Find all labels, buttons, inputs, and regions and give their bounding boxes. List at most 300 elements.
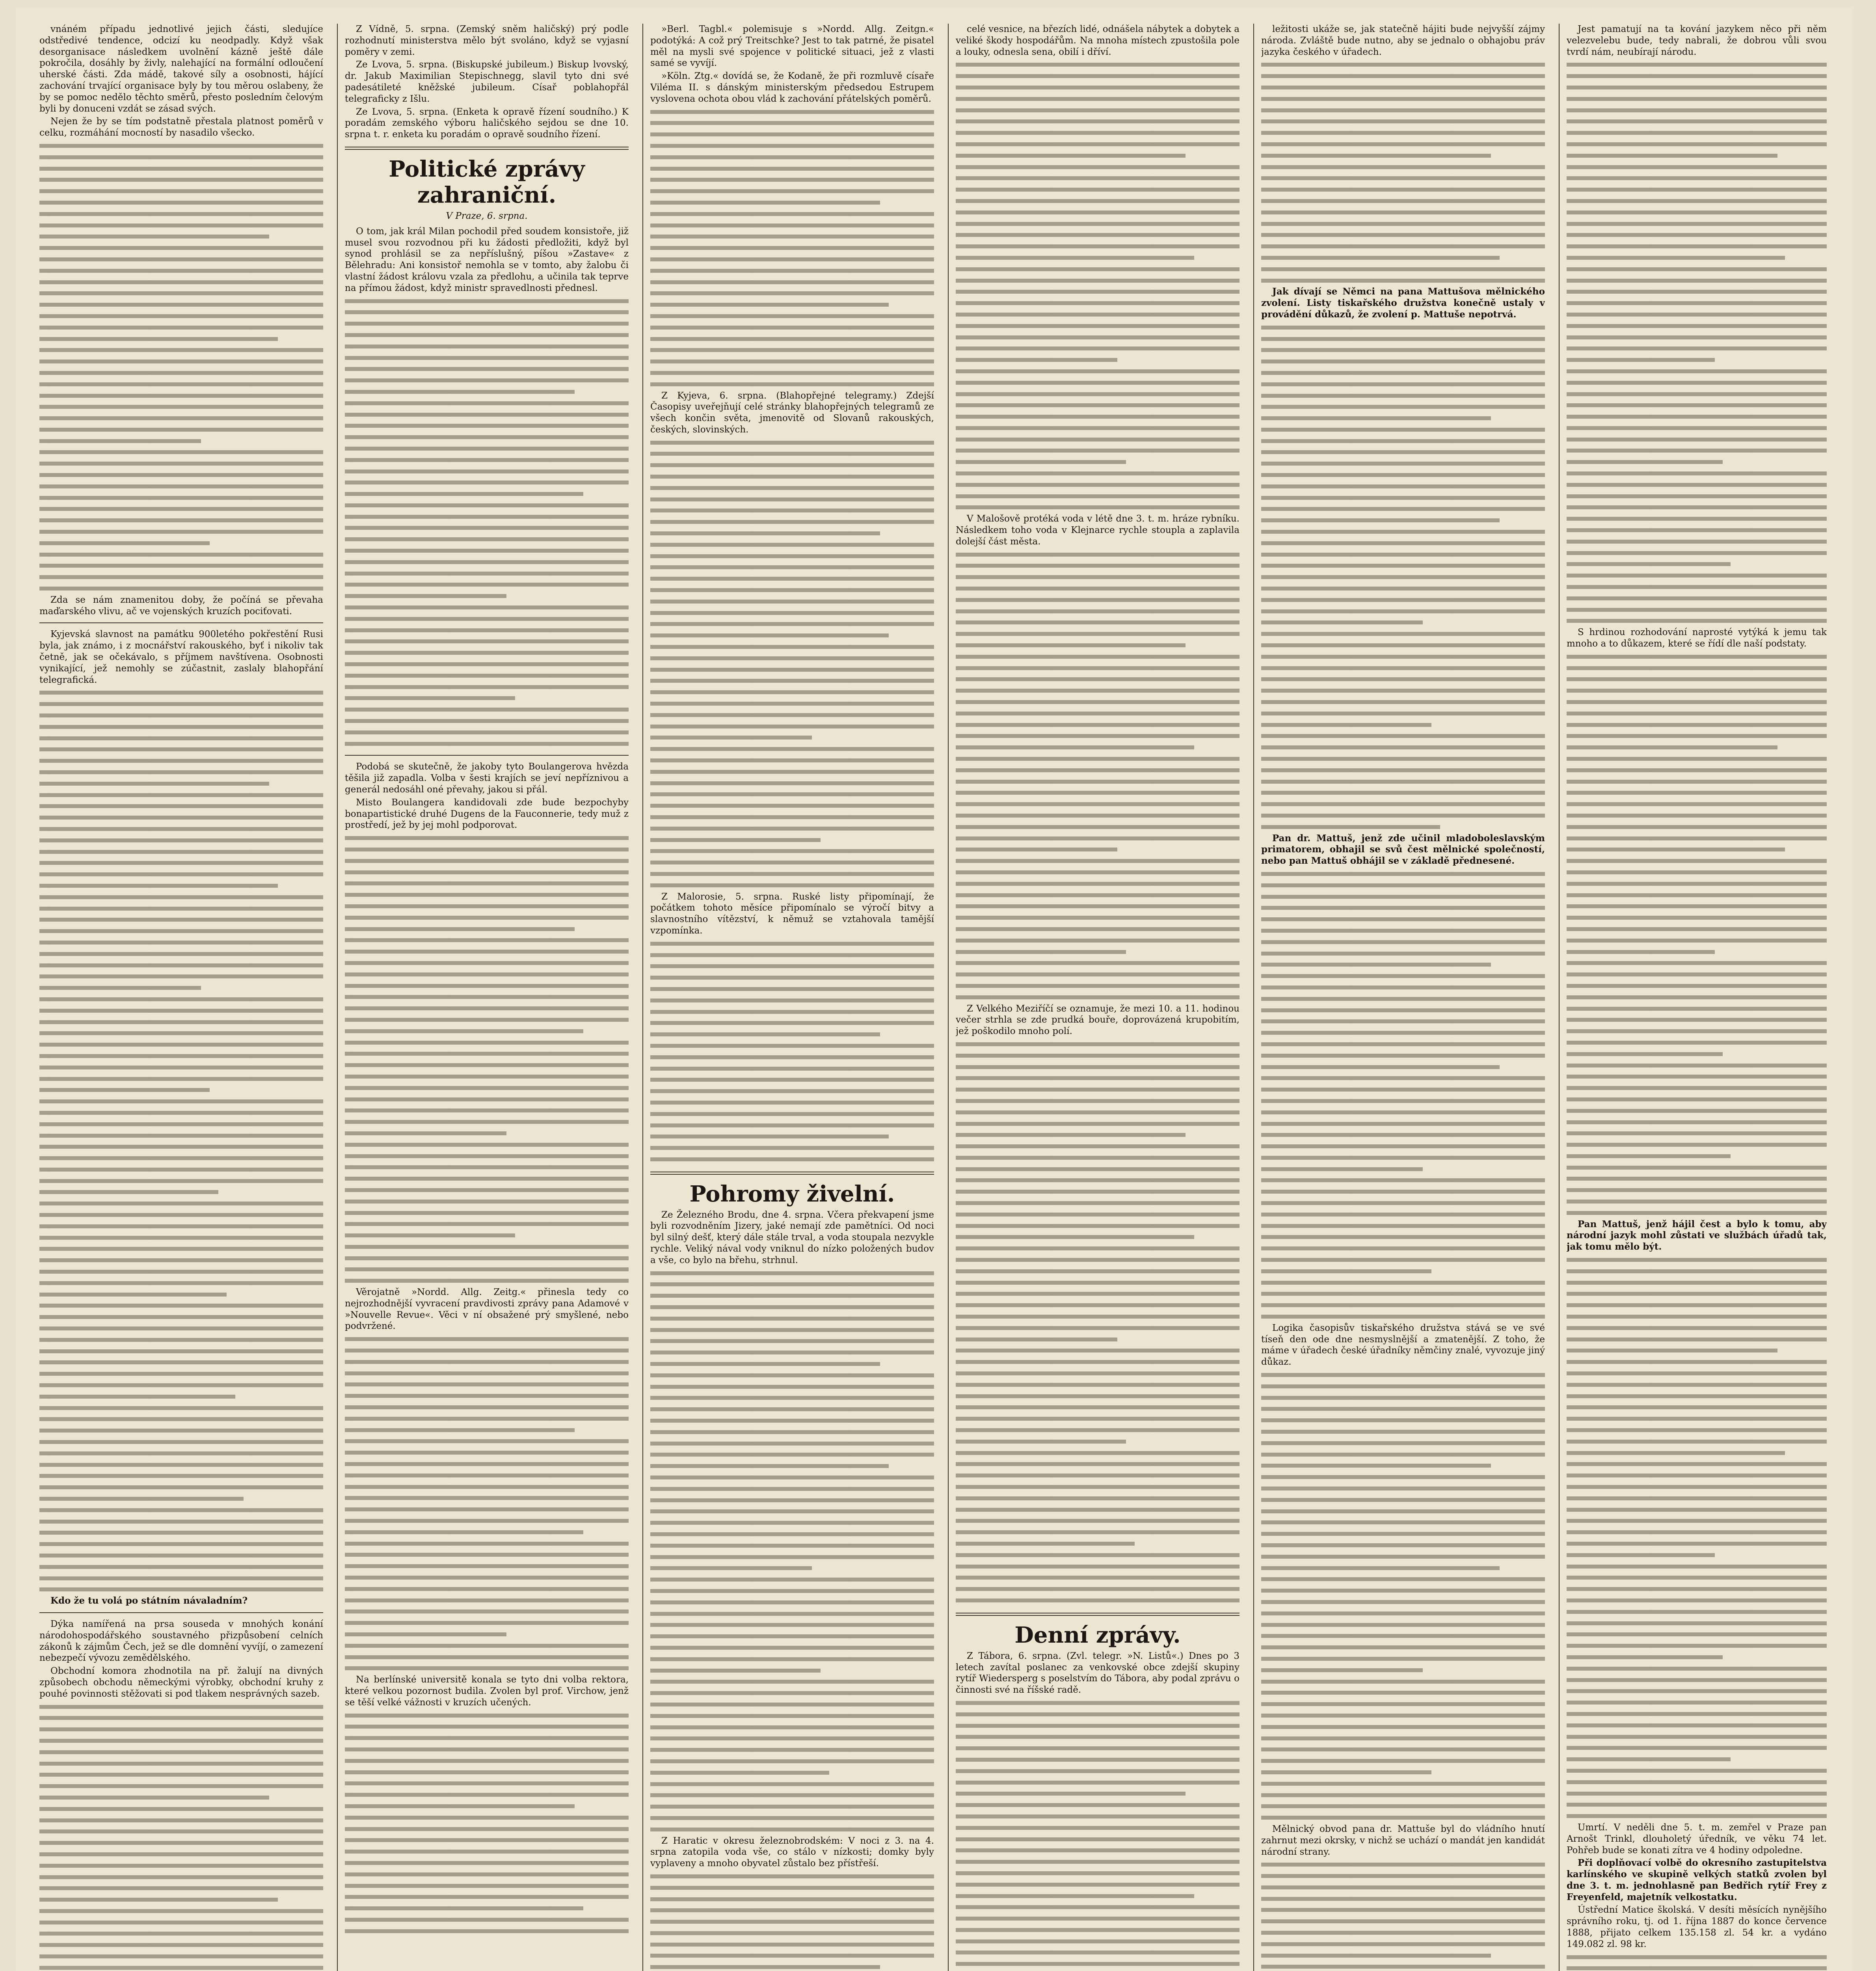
text-line bbox=[1567, 615, 1827, 627]
text-line bbox=[39, 1928, 323, 1939]
text-line bbox=[39, 1849, 323, 1860]
text-line bbox=[650, 710, 934, 721]
text-line bbox=[1567, 162, 1827, 173]
text-line bbox=[1261, 776, 1545, 788]
text-line bbox=[345, 1663, 629, 1674]
section-headline: Politické zprávy zahraniční. bbox=[389, 156, 585, 208]
text-line bbox=[1261, 105, 1545, 116]
text-line bbox=[39, 960, 323, 971]
text-line bbox=[1261, 1392, 1545, 1404]
article-paragraph: Pan Mattuš, jenž hájil čest a bylo k tomu, aby národní jazyk mohl zůstati ve službách úřadů tak, jak tomu mělo být. bbox=[1567, 1218, 1827, 1252]
text-line bbox=[39, 1198, 323, 1209]
text-line bbox=[956, 822, 1240, 833]
text-line bbox=[1567, 730, 1827, 742]
text-line bbox=[650, 972, 934, 984]
article-paragraph: Dýka namířená na prsa souseda v mnohých konání národohospodářského soustavného přizpůsobení celních zákonů k zájmům Čech, jež se dle domnění vyvíjí, o zamezení nebezpečí vývozu zemědělského. bbox=[39, 1619, 323, 1664]
text-line bbox=[39, 174, 323, 186]
text-line bbox=[650, 984, 934, 995]
text-line bbox=[345, 647, 629, 659]
column-1 bbox=[39, 24, 323, 1971]
text-line bbox=[39, 1130, 323, 1142]
text-line bbox=[1261, 322, 1545, 333]
text-line bbox=[1261, 71, 1545, 82]
text-line bbox=[956, 1164, 1240, 1175]
text-line bbox=[650, 857, 934, 868]
text-line bbox=[345, 500, 629, 511]
text-line bbox=[1567, 434, 1827, 445]
text-line bbox=[39, 1096, 323, 1107]
text-line bbox=[39, 560, 323, 572]
column-rule bbox=[337, 24, 338, 1971]
article-divider bbox=[345, 755, 629, 756]
text-line bbox=[650, 607, 934, 619]
body-text-block bbox=[39, 1701, 323, 1971]
text-line bbox=[345, 1824, 629, 1835]
text-line bbox=[956, 1561, 1240, 1572]
text-line bbox=[650, 1813, 934, 1824]
text-line bbox=[1261, 1812, 1545, 1824]
text-line bbox=[39, 767, 323, 778]
text-line bbox=[1261, 1630, 1545, 1642]
section-divider bbox=[956, 1613, 1240, 1616]
text-line bbox=[956, 1459, 1240, 1470]
text-line bbox=[650, 460, 934, 471]
text-line bbox=[956, 606, 1240, 617]
text-line bbox=[1261, 640, 1545, 651]
article-paragraph: Při doplňovací volbě do okresního zastupitelstva karlínského ve skupině velkých statků zvolen byl dne 3. t. m. jednohlasně pan Bedřich rytíř Frey z Freyenfeld, majetník velkostatku. bbox=[1567, 1857, 1827, 1902]
text-line bbox=[1567, 1356, 1827, 1368]
body-text-block bbox=[1261, 868, 1545, 1323]
text-line bbox=[1261, 1381, 1545, 1392]
text-line bbox=[39, 242, 323, 254]
text-line bbox=[956, 901, 1240, 912]
text-line bbox=[1567, 1334, 1827, 1345]
text-line bbox=[345, 727, 629, 738]
text-line bbox=[39, 1005, 323, 1017]
column-5 bbox=[1261, 24, 1545, 1971]
text-line bbox=[1261, 1426, 1545, 1438]
text-line bbox=[1261, 1585, 1545, 1597]
text-line bbox=[956, 1277, 1240, 1289]
text-line bbox=[39, 1781, 323, 1792]
text-line bbox=[1261, 1016, 1545, 1027]
text-line bbox=[345, 1207, 629, 1219]
text-line bbox=[650, 516, 934, 528]
text-line bbox=[1261, 651, 1545, 663]
text-line bbox=[956, 935, 1240, 946]
text-line bbox=[956, 1175, 1240, 1186]
text-line bbox=[1261, 390, 1545, 402]
text-line bbox=[650, 1461, 889, 1472]
text-line bbox=[1567, 229, 1827, 241]
text-line bbox=[1261, 526, 1545, 538]
text-line bbox=[650, 585, 934, 596]
text-line bbox=[345, 1379, 629, 1390]
text-line bbox=[650, 573, 934, 585]
text-line bbox=[1567, 765, 1827, 776]
text-line bbox=[345, 1710, 629, 1721]
text-line bbox=[39, 140, 323, 152]
article-paragraph: V Malošově protéká voda v létě dne 3. t. m. hráze rybníku. Následkem toho voda v Klejnarce rychle stoupla a zaplavila dolejší část města. bbox=[956, 514, 1240, 547]
text-line bbox=[650, 1290, 934, 1302]
text-line bbox=[345, 534, 629, 545]
text-line bbox=[345, 912, 629, 924]
text-line bbox=[1567, 1697, 1827, 1708]
text-line bbox=[345, 901, 629, 912]
text-line bbox=[39, 379, 323, 390]
text-line bbox=[1261, 1608, 1545, 1619]
text-line bbox=[39, 356, 323, 367]
text-line bbox=[956, 1311, 1240, 1323]
text-line bbox=[1567, 445, 1827, 456]
text-line bbox=[345, 1026, 583, 1037]
text-line bbox=[1567, 1504, 1827, 1516]
text-line bbox=[650, 186, 934, 197]
text-line bbox=[1261, 583, 1545, 594]
text-line bbox=[1261, 1721, 1545, 1733]
text-line bbox=[345, 1755, 629, 1767]
text-line bbox=[345, 1003, 629, 1014]
text-line bbox=[956, 389, 1240, 400]
text-line bbox=[345, 557, 629, 568]
text-line bbox=[956, 218, 1240, 230]
text-line bbox=[956, 594, 1240, 606]
text-line bbox=[39, 801, 323, 812]
text-line bbox=[1567, 1436, 1827, 1448]
text-line bbox=[1567, 150, 1777, 162]
text-line bbox=[345, 613, 629, 625]
text-line bbox=[345, 1116, 629, 1128]
text-line bbox=[956, 1095, 1240, 1107]
text-line bbox=[650, 1722, 934, 1733]
text-line bbox=[345, 1744, 629, 1755]
text-line bbox=[39, 1062, 323, 1073]
text-line bbox=[1261, 925, 1545, 937]
text-line bbox=[1567, 1254, 1827, 1266]
text-line bbox=[1261, 458, 1545, 469]
text-line bbox=[650, 152, 934, 163]
article-divider bbox=[39, 1612, 323, 1613]
text-line bbox=[650, 1631, 934, 1642]
text-line bbox=[1567, 468, 1827, 479]
body-text-block bbox=[650, 938, 934, 1165]
text-line bbox=[39, 1459, 323, 1471]
text-line bbox=[345, 1903, 583, 1914]
text-line bbox=[1567, 810, 1827, 822]
text-line bbox=[39, 1391, 235, 1403]
article-paragraph: Ze Lvova, 5. srpna. (Enketa k opravě řízení soudního.) K poradám zemského výboru haličského sejdou se dne 10. srpna t. r. enketa ku poradám o opravě soudního řízení. bbox=[345, 106, 629, 140]
text-line bbox=[1261, 333, 1545, 345]
text-line bbox=[345, 1880, 629, 1892]
column-rule bbox=[1559, 24, 1560, 1971]
text-line bbox=[1261, 971, 1545, 982]
text-line bbox=[39, 857, 323, 869]
article-paragraph: Misto Boulangera kandidovali zde bude bezpochyby bonapartistické druhé Dugens de la Fauconnerie, tedy muž z prostředí, jež by jej mohl podporovat. bbox=[345, 797, 629, 831]
text-line bbox=[956, 184, 1240, 196]
text-line bbox=[1261, 1095, 1545, 1107]
text-line bbox=[345, 1048, 629, 1060]
text-line bbox=[650, 562, 934, 573]
text-line bbox=[1261, 1415, 1545, 1426]
text-line bbox=[1261, 1517, 1545, 1528]
text-line bbox=[650, 505, 934, 516]
text-line bbox=[39, 1368, 323, 1380]
text-line bbox=[1261, 799, 1545, 810]
article-paragraph: S hrdinou rozhodování naprosté vytýká k jemu tak mnoho a to důkazem, které se řídí dle naší podstaty. bbox=[1567, 627, 1827, 649]
text-line bbox=[956, 1266, 1240, 1277]
text-line bbox=[956, 1481, 1240, 1493]
text-line bbox=[39, 778, 269, 790]
text-line bbox=[1567, 491, 1827, 502]
text-line bbox=[39, 1539, 323, 1550]
text-line bbox=[39, 880, 278, 892]
text-line bbox=[650, 140, 934, 152]
text-line bbox=[956, 1334, 1117, 1345]
article-paragraph: Věrojatně »Nordd. Allg. Zeitg.« přinesla tedy co nejrozhodnější vyvracení pravdivosti zprávy pana Adamové v »Nouvelle Revue«. Věci v ní obsažené prý smyšlené, nebo podvržené. bbox=[345, 1287, 629, 1332]
text-line bbox=[956, 59, 1240, 71]
text-line bbox=[39, 1334, 323, 1346]
text-line bbox=[39, 1883, 323, 1894]
text-line bbox=[345, 1914, 629, 1926]
text-line bbox=[1567, 1037, 1827, 1049]
text-line bbox=[1567, 992, 1827, 1003]
text-line bbox=[1567, 1788, 1827, 1800]
text-line bbox=[956, 1152, 1240, 1164]
text-line bbox=[956, 1288, 1240, 1300]
text-line bbox=[956, 1402, 1240, 1413]
body-text-block bbox=[39, 140, 323, 594]
text-line bbox=[345, 1926, 629, 1937]
text-line bbox=[956, 456, 1126, 468]
text-line bbox=[650, 483, 934, 494]
text-line bbox=[345, 1538, 629, 1550]
text-line bbox=[1567, 924, 1827, 935]
text-line bbox=[1567, 196, 1827, 207]
text-line bbox=[1261, 993, 1545, 1005]
text-line bbox=[39, 1815, 323, 1826]
text-line bbox=[650, 1120, 934, 1131]
text-line bbox=[1261, 356, 1545, 367]
text-line bbox=[650, 1529, 934, 1540]
text-line bbox=[39, 790, 323, 801]
text-line bbox=[39, 583, 323, 594]
text-line bbox=[956, 366, 1240, 377]
text-line bbox=[1261, 1288, 1545, 1300]
text-line bbox=[956, 742, 1194, 753]
text-line bbox=[39, 1894, 278, 1906]
text-line bbox=[345, 1561, 629, 1572]
text-line bbox=[1567, 343, 1827, 354]
text-line bbox=[1567, 1368, 1827, 1379]
text-line bbox=[650, 551, 934, 562]
text-line bbox=[39, 1414, 323, 1425]
text-line bbox=[1261, 241, 1545, 252]
text-line bbox=[1261, 1369, 1545, 1381]
text-line bbox=[956, 1834, 1240, 1845]
text-line bbox=[1567, 559, 1731, 570]
text-line bbox=[1261, 742, 1545, 753]
text-line bbox=[1261, 1449, 1545, 1461]
text-line bbox=[1567, 513, 1827, 525]
text-line bbox=[39, 1939, 323, 1951]
text-line bbox=[650, 1108, 934, 1120]
text-line bbox=[39, 1300, 323, 1312]
text-line bbox=[39, 390, 323, 402]
text-line bbox=[1567, 1572, 1827, 1584]
text-line bbox=[39, 1826, 323, 1837]
text-line bbox=[39, 254, 323, 265]
text-line bbox=[39, 572, 323, 583]
text-line bbox=[345, 1345, 629, 1356]
text-line bbox=[1261, 469, 1545, 481]
text-line bbox=[1567, 1391, 1827, 1402]
text-line bbox=[1567, 309, 1827, 320]
text-line bbox=[345, 1060, 629, 1071]
text-line bbox=[39, 265, 323, 277]
text-line bbox=[345, 1275, 629, 1287]
text-line bbox=[956, 1743, 1240, 1754]
text-line bbox=[1567, 1811, 1827, 1822]
text-line bbox=[1261, 1198, 1545, 1209]
text-line bbox=[956, 946, 1126, 958]
text-line bbox=[39, 1039, 323, 1051]
text-line bbox=[1261, 1927, 1545, 1939]
text-line bbox=[956, 1073, 1240, 1084]
text-line bbox=[39, 982, 201, 994]
text-line bbox=[345, 1789, 629, 1801]
text-line bbox=[956, 275, 1240, 287]
article-paragraph: Z Haratic v okresu železnobrodském: V noci z 3. na 4. srpna zatopila voda vše, co stálo v nízkosti; domky byly vyplaveny a mnoho obyvatel zůstalo bez přístřeší. bbox=[650, 1835, 934, 1869]
text-line bbox=[345, 1617, 629, 1629]
text-line bbox=[345, 568, 629, 579]
text-line bbox=[956, 1504, 1240, 1516]
text-line bbox=[956, 1107, 1240, 1118]
text-line bbox=[39, 926, 323, 937]
text-line bbox=[1567, 400, 1827, 411]
text-line bbox=[1567, 93, 1827, 105]
text-line bbox=[650, 1495, 934, 1506]
article-paragraph: Kyjevská slavnost na památku 900letého pokřestění Rusi byla, jak známo, i z mocnářství rakouského, byť i nikoliv tak četně, jak se očekávalo, s příjmem navštívena. Osobnosti vynikající, jež nemohly se zúčastnit, zaslaly blahopřání telegrafická. bbox=[39, 629, 323, 685]
text-line bbox=[956, 1720, 1240, 1732]
text-line bbox=[650, 1517, 934, 1529]
text-line bbox=[650, 1427, 934, 1438]
text-line bbox=[1261, 902, 1545, 914]
text-line bbox=[1261, 162, 1545, 173]
text-line bbox=[650, 1744, 934, 1756]
text-line bbox=[956, 799, 1240, 810]
text-line bbox=[345, 1185, 629, 1196]
text-line bbox=[956, 241, 1240, 252]
text-line bbox=[650, 1006, 934, 1018]
text-line bbox=[39, 1584, 323, 1595]
text-line bbox=[1261, 436, 1545, 447]
text-line bbox=[650, 254, 934, 265]
text-line bbox=[345, 1891, 629, 1903]
text-line bbox=[345, 991, 629, 1003]
text-line bbox=[345, 844, 629, 855]
text-line bbox=[1567, 298, 1827, 309]
text-line bbox=[345, 958, 629, 969]
text-line bbox=[39, 186, 323, 197]
article-paragraph: Na berlínské universitě konala se tyto dni volba rektora, které velkou pozornost budila. Zvolen byl prof. Virchow, jenž se těší velké vážnosti v kruzích učených. bbox=[345, 1675, 629, 1708]
text-line bbox=[39, 835, 323, 846]
text-line bbox=[956, 434, 1240, 445]
text-line bbox=[1567, 1105, 1827, 1117]
text-line bbox=[1567, 389, 1827, 400]
article-paragraph: ležitosti ukáže se, jak statečně hájiti bude nejvyšší zájmy národa. Zvláště bude nutno, aby se jednalo o obhajobu práv jazyka českého v úřadech. bbox=[1261, 24, 1545, 57]
text-line bbox=[345, 375, 629, 386]
text-line bbox=[1261, 1755, 1545, 1767]
text-line bbox=[956, 1186, 1240, 1198]
text-line bbox=[956, 1538, 1135, 1550]
text-line bbox=[650, 1688, 934, 1699]
text-line bbox=[650, 1608, 934, 1620]
body-text-block bbox=[650, 1871, 934, 1971]
text-line bbox=[1261, 127, 1545, 139]
text-line bbox=[1567, 320, 1827, 332]
text-line bbox=[345, 1105, 629, 1116]
text-line bbox=[1567, 1288, 1827, 1300]
text-line bbox=[956, 1856, 1240, 1868]
text-line bbox=[1261, 753, 1545, 765]
text-line bbox=[345, 946, 629, 958]
text-line bbox=[1567, 173, 1827, 184]
text-line bbox=[1567, 1527, 1827, 1538]
text-line bbox=[1261, 1152, 1545, 1164]
text-line bbox=[650, 448, 934, 460]
text-line bbox=[650, 1370, 934, 1381]
text-line bbox=[650, 265, 934, 277]
text-line bbox=[39, 1493, 244, 1505]
text-line bbox=[650, 129, 934, 140]
article-paragraph: Logika časopisův tiskařského družstva stává se ve své tíseň den ode dne nesmyslnější a zmatenější. Z toho, že máme v úřadech české úřadníky němčiny znalé, vyvozuje jiný důkaz. bbox=[1261, 1323, 1545, 1367]
text-line bbox=[1567, 1618, 1827, 1629]
text-line bbox=[956, 969, 1240, 980]
text-line bbox=[1261, 1084, 1545, 1095]
text-line bbox=[650, 1585, 934, 1597]
text-line bbox=[1567, 1777, 1827, 1788]
text-line bbox=[39, 1917, 323, 1928]
text-line bbox=[39, 1243, 323, 1255]
text-line bbox=[1567, 1652, 1723, 1663]
text-line bbox=[956, 1902, 1240, 1913]
article-paragraph: Obchodní komora zhodnotila na př. žalují na divných způsobech obchodu německými výrobky, obchodní kruhy z pouhé povinnosti stěžovati si pod tlakem nesprávných sazeb. bbox=[39, 1666, 323, 1699]
text-line bbox=[39, 288, 323, 299]
text-line bbox=[1261, 379, 1545, 390]
text-line bbox=[39, 1403, 323, 1414]
text-line bbox=[650, 698, 934, 710]
text-line bbox=[956, 411, 1240, 423]
text-line bbox=[1567, 1629, 1827, 1640]
text-line bbox=[650, 823, 934, 835]
text-line bbox=[345, 341, 629, 352]
text-line bbox=[1567, 207, 1827, 218]
text-line bbox=[39, 994, 323, 1005]
text-line bbox=[650, 117, 934, 129]
text-line bbox=[1567, 1584, 1827, 1595]
text-line bbox=[650, 1642, 934, 1654]
text-line bbox=[1567, 912, 1827, 924]
article-paragraph: Nejen že by se tím podstatně přestala platnost poměrů v celku, rozmáhání mocností by nasadilo všecko. bbox=[39, 116, 323, 138]
column-rule bbox=[948, 24, 949, 1971]
text-line bbox=[345, 980, 629, 992]
text-line bbox=[39, 197, 323, 209]
text-line bbox=[345, 855, 629, 867]
text-line bbox=[956, 71, 1240, 82]
newspaper-page bbox=[16, 8, 1852, 1971]
text-line bbox=[956, 617, 1240, 628]
article-divider bbox=[39, 622, 323, 623]
